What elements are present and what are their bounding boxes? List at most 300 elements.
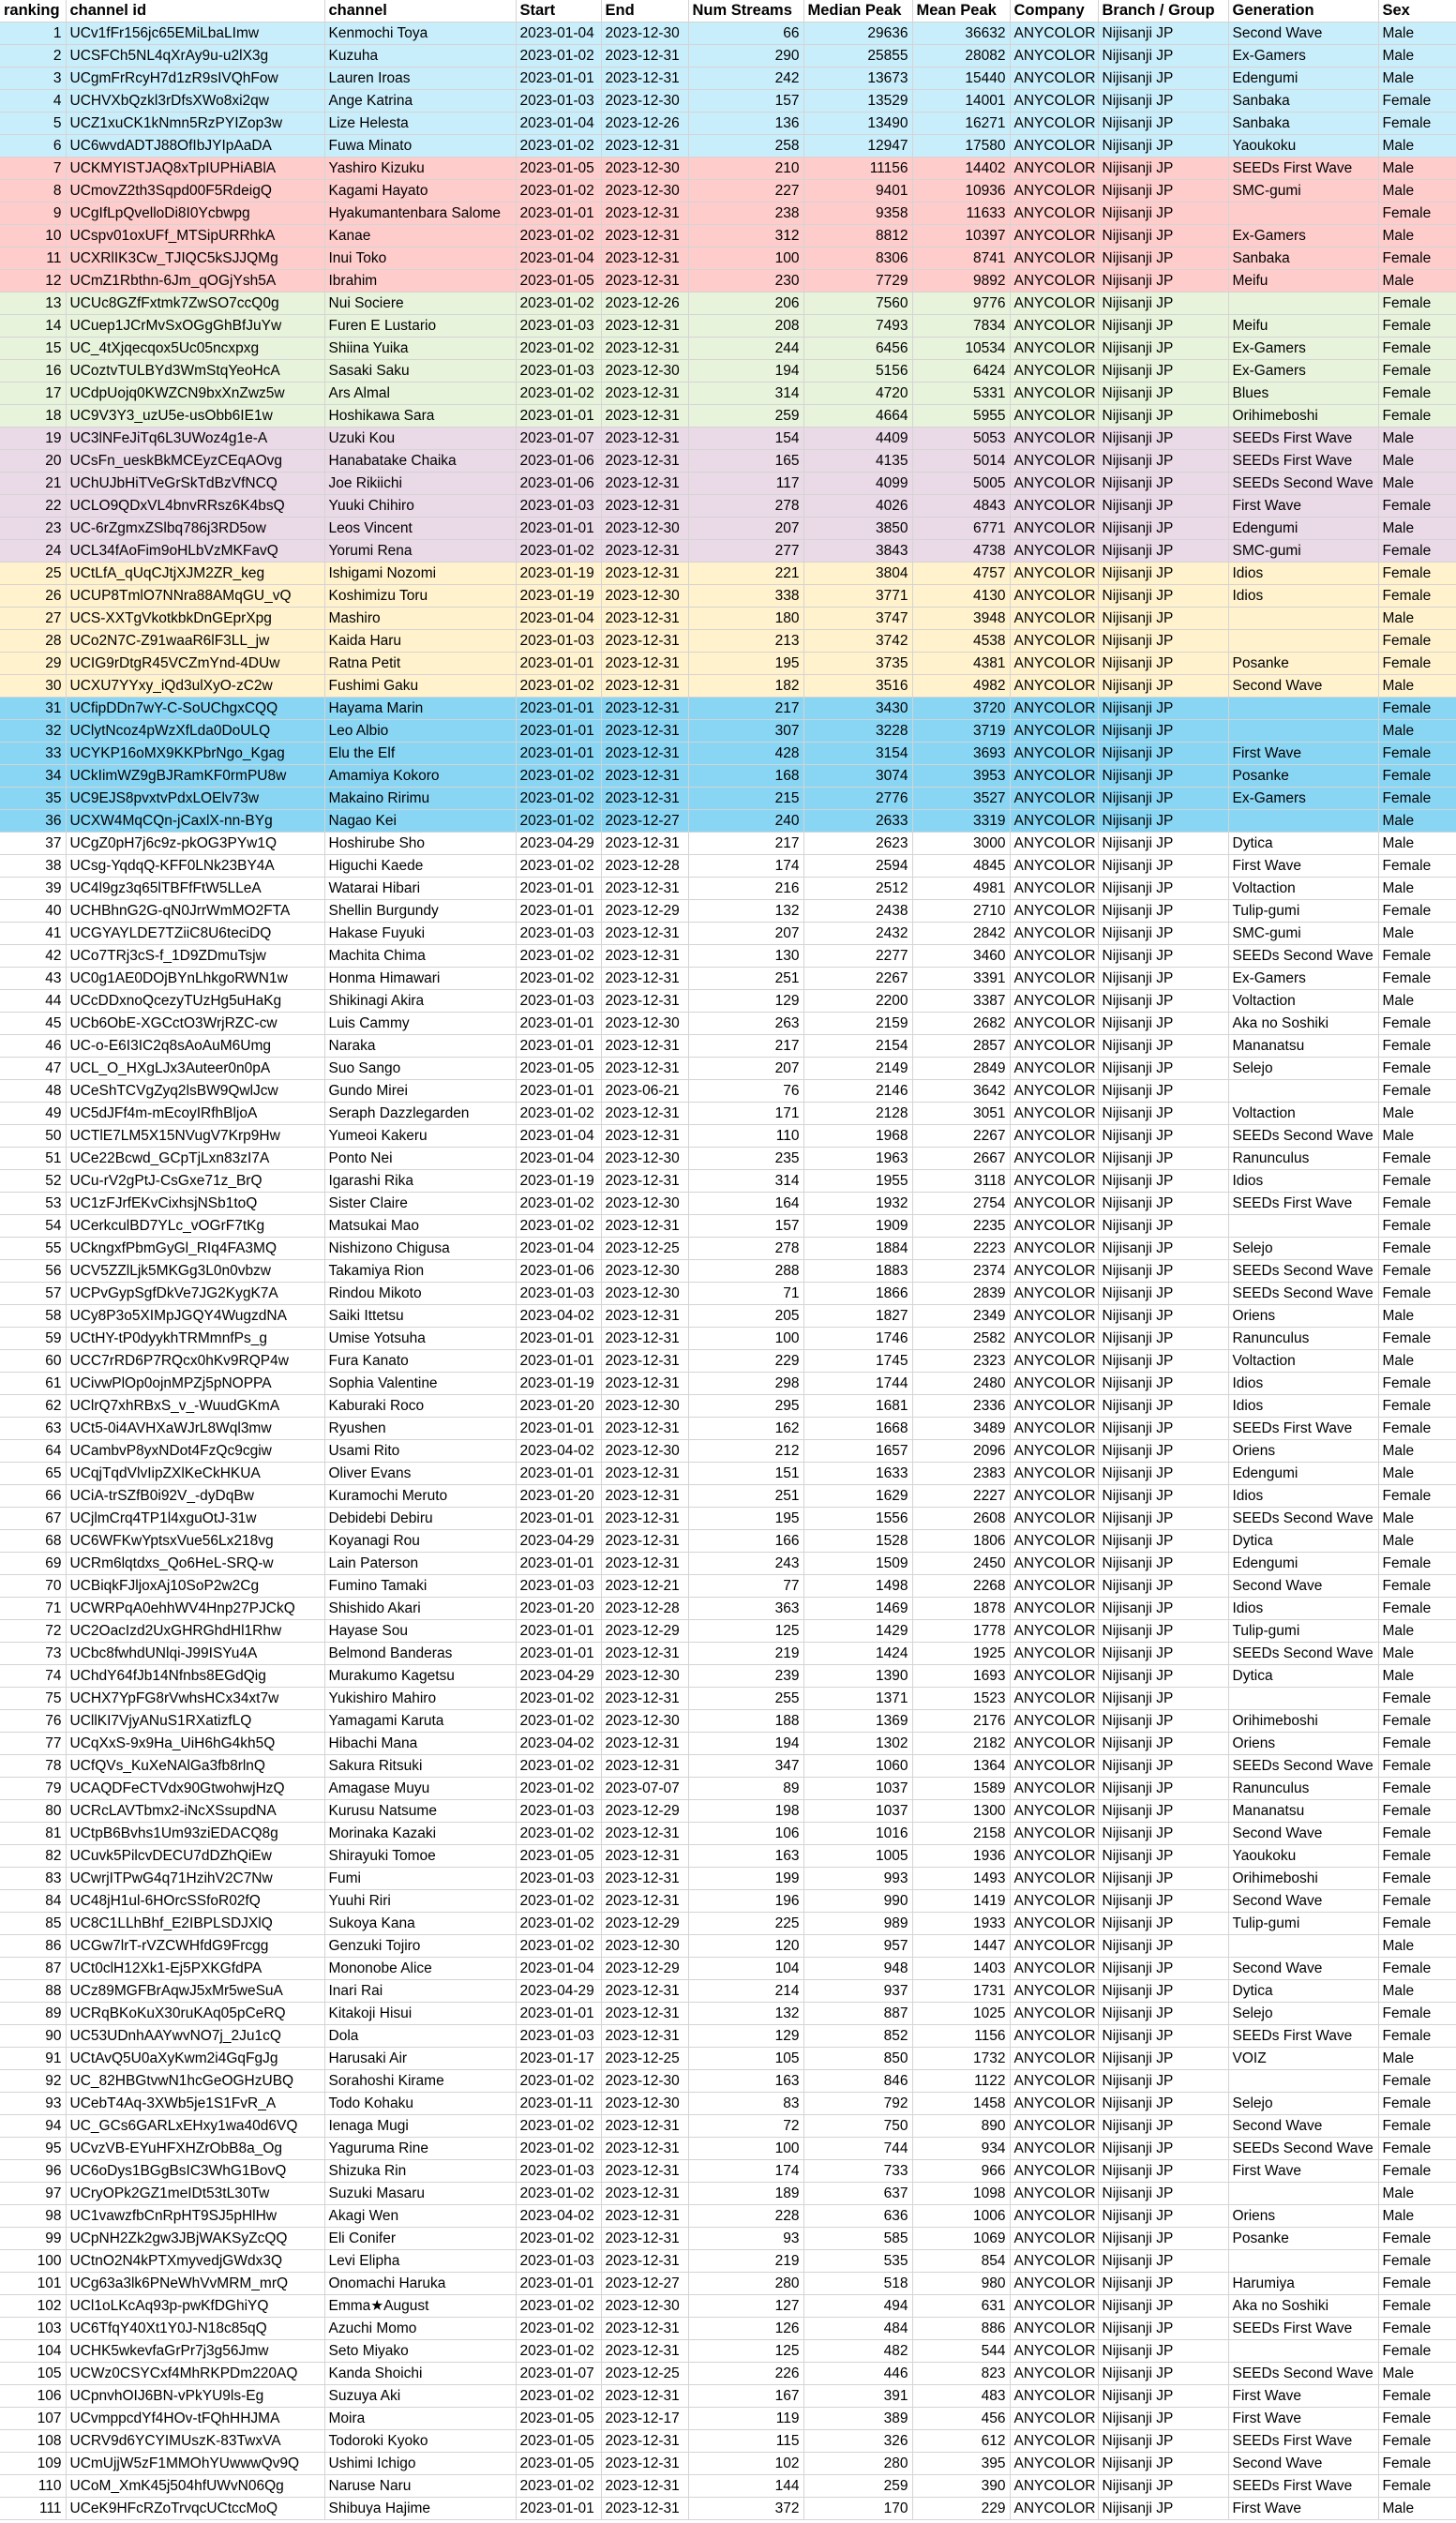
table-cell[interactable]: Male [1378,1305,1456,1328]
table-cell[interactable]: 2023-01-04 [516,1958,601,1980]
table-cell[interactable]: 95 [0,2138,66,2160]
table-cell[interactable]: UCtAvQ5U0aXyKwm2i4GqFgJg [66,2048,324,2070]
table-cell[interactable]: ANYCOLOR [1010,293,1098,315]
table-cell[interactable]: 216 [688,878,803,900]
table-cell[interactable]: ANYCOLOR [1010,113,1098,135]
table-cell[interactable]: UCo7TRj3cS-f_1D9ZDmuTsjw [66,945,324,968]
table-row[interactable] [0,1035,1456,1058]
table-cell[interactable]: 1369 [803,1710,912,1733]
table-cell[interactable]: 51 [0,1148,66,1170]
table-cell[interactable]: 2023-12-31 [601,1328,688,1350]
table-cell[interactable]: Nijisanji JP [1098,698,1228,720]
table-cell[interactable]: 846 [803,2070,912,2093]
table-row[interactable] [0,675,1456,698]
table-row[interactable] [0,1800,1456,1823]
table-cell[interactable]: 4843 [912,495,1010,518]
table-cell[interactable]: 2023-12-31 [601,428,688,450]
table-cell[interactable]: Meifu [1228,315,1378,338]
table-cell[interactable]: Takamiya Rion [324,1260,516,1283]
table-cell[interactable]: 80 [0,1800,66,1823]
table-cell[interactable]: ANYCOLOR [1010,270,1098,293]
table-row[interactable] [0,900,1456,923]
table-cell[interactable]: 1424 [803,1643,912,1665]
table-row[interactable] [0,1508,1456,1530]
table-cell[interactable]: Female [1378,2318,1456,2340]
table-cell[interactable]: 100 [688,2138,803,2160]
table-cell[interactable]: UCL34fAoFim9oHLbVzMKFavQ [66,540,324,563]
table-cell[interactable]: Nijisanji JP [1098,833,1228,855]
table-cell[interactable]: Female [1378,293,1456,315]
table-cell[interactable]: Ranunculus [1228,1778,1378,1800]
table-cell[interactable]: 2096 [912,1440,1010,1463]
table-cell[interactable]: 2023-01-02 [516,675,601,698]
table-row[interactable] [0,1418,1456,1440]
table-cell[interactable]: ANYCOLOR [1010,2160,1098,2183]
table-cell[interactable]: 212 [688,1440,803,1463]
table-cell[interactable]: UC_82HBGtvwN1hcGeOGHzUBQ [66,2070,324,2093]
table-cell[interactable]: ANYCOLOR [1010,2475,1098,2498]
table-cell[interactable]: Shibuya Hajime [324,2498,516,2520]
table-cell[interactable]: UCBiqkFJljoxAj10SoP2w2Cg [66,1575,324,1598]
table-cell[interactable]: Nijisanji JP [1098,540,1228,563]
table-cell[interactable]: Fura Kanato [324,1350,516,1373]
table-cell[interactable]: 1629 [803,1485,912,1508]
table-cell[interactable]: 2023-01-11 [516,2093,601,2115]
table-cell[interactable]: 3489 [912,1418,1010,1440]
table-cell[interactable]: 2268 [912,1575,1010,1598]
table-cell[interactable]: ANYCOLOR [1010,1395,1098,1418]
table-cell[interactable]: 2223 [912,1238,1010,1260]
table-cell[interactable]: 2023-04-29 [516,833,601,855]
table-cell[interactable]: 12947 [803,135,912,158]
table-cell[interactable]: 2023-12-31 [601,2025,688,2048]
table-cell[interactable]: Selejo [1228,2003,1378,2025]
table-cell[interactable]: 2023-01-01 [516,1080,601,1103]
table-cell[interactable]: Nijisanji JP [1098,1530,1228,1553]
table-cell[interactable]: Igarashi Rika [324,1170,516,1193]
table-cell[interactable]: Inui Toko [324,248,516,270]
table-cell[interactable]: 1884 [803,1238,912,1260]
table-row[interactable] [0,630,1456,653]
table-cell[interactable]: Kaida Haru [324,630,516,653]
table-cell[interactable]: UCuvk5PilcvDECU7dDZhQiEw [66,1845,324,1868]
table-cell[interactable]: 205 [688,1305,803,1328]
table-cell[interactable]: 2023-01-01 [516,743,601,765]
table-cell[interactable]: SEEDs Second Wave [1228,2363,1378,2385]
table-cell[interactable]: 2154 [803,1035,912,1058]
table-cell[interactable]: ANYCOLOR [1010,1823,1098,1845]
table-cell[interactable]: Suzuya Aki [324,2385,516,2408]
table-cell[interactable]: ANYCOLOR [1010,630,1098,653]
table-cell[interactable]: 3228 [803,720,912,743]
table-cell[interactable]: 4026 [803,495,912,518]
table-cell[interactable]: 1469 [803,1598,912,1620]
table-cell[interactable]: Meifu [1228,270,1378,293]
table-cell[interactable]: 2023-12-30 [601,2295,688,2318]
table-cell[interactable]: Yaoukoku [1228,1845,1378,1868]
table-cell[interactable]: Nijisanji JP [1098,1463,1228,1485]
table-row[interactable] [0,720,1456,743]
table-cell[interactable]: 2023-12-30 [601,1665,688,1688]
table-cell[interactable]: UCUc8GZfFxtmk7ZwSO7ccQ0g [66,293,324,315]
table-cell[interactable]: ANYCOLOR [1010,1508,1098,1530]
table-cell[interactable]: 14001 [912,90,1010,113]
table-cell[interactable]: ANYCOLOR [1010,765,1098,788]
table-cell[interactable]: Nijisanji JP [1098,563,1228,585]
table-cell[interactable]: 2023-04-29 [516,1530,601,1553]
table-row[interactable] [0,743,1456,765]
table-cell[interactable]: 1693 [912,1665,1010,1688]
table-cell[interactable]: Todo Kohaku [324,2093,516,2115]
table-cell[interactable]: 347 [688,1755,803,1778]
table-cell[interactable] [1228,2250,1378,2273]
table-cell[interactable]: 2023-12-31 [601,2453,688,2475]
table-cell[interactable]: 242 [688,68,803,90]
table-cell[interactable]: Ratna Petit [324,653,516,675]
table-cell[interactable]: Nijisanji JP [1098,765,1228,788]
table-cell[interactable]: 2023-12-31 [601,968,688,990]
table-cell[interactable]: ANYCOLOR [1010,45,1098,68]
table-cell[interactable]: 2023-01-04 [516,1238,601,1260]
table-cell[interactable]: 217 [688,1035,803,1058]
table-cell[interactable]: UCGw7lrT-rVZCWHfdG9Frcgg [66,1935,324,1958]
table-cell[interactable]: 2023-12-31 [601,608,688,630]
table-cell[interactable]: 109 [0,2453,66,2475]
table-cell[interactable]: Shizuka Rin [324,2160,516,2183]
table-cell[interactable]: UCXU7YYxy_iQd3ulXyO-zC2w [66,675,324,698]
table-cell[interactable]: 16 [0,360,66,383]
table-cell[interactable]: UCe22Bcwd_GCpTjLxn83zI7A [66,1148,324,1170]
table-cell[interactable]: 11 [0,248,66,270]
table-cell[interactable]: Sorahoshi Kirame [324,2070,516,2093]
table-cell[interactable]: First Wave [1228,2160,1378,2183]
table-cell[interactable]: 238 [688,203,803,225]
table-cell[interactable]: Female [1378,495,1456,518]
table-cell[interactable]: 2023-12-31 [601,203,688,225]
table-cell[interactable]: 1633 [803,1463,912,1485]
table-row[interactable] [0,315,1456,338]
table-cell[interactable]: Nagao Kei [324,810,516,833]
table-cell[interactable]: 199 [688,1868,803,1890]
table-cell[interactable]: First Wave [1228,2408,1378,2430]
table-cell[interactable]: 391 [803,2385,912,2408]
table-cell[interactable]: Kanae [324,225,516,248]
table-cell[interactable]: ANYCOLOR [1010,1125,1098,1148]
table-cell[interactable]: Female [1378,315,1456,338]
table-cell[interactable]: 34 [0,765,66,788]
table-row[interactable] [0,1193,1456,1215]
table-cell[interactable]: Leo Albio [324,720,516,743]
table-cell[interactable]: Nijisanji JP [1098,1193,1228,1215]
table-cell[interactable]: 73 [0,1643,66,1665]
table-cell[interactable]: 2023-12-31 [601,563,688,585]
table-cell[interactable]: Male [1378,158,1456,180]
table-cell[interactable]: Female [1378,1013,1456,1035]
table-cell[interactable]: Machita Chima [324,945,516,968]
table-cell[interactable]: 2023-12-28 [601,1598,688,1620]
table-cell[interactable]: 157 [688,1215,803,1238]
table-cell[interactable]: 2023-07-07 [601,1778,688,1800]
table-cell[interactable]: Makaino Ririmu [324,788,516,810]
table-cell[interactable]: ANYCOLOR [1010,1260,1098,1283]
table-cell[interactable]: UCS-XXTgVkotkbkDnGEprXpg [66,608,324,630]
table-cell[interactable]: Second Wave [1228,1575,1378,1598]
table-cell[interactable]: 2023-01-02 [516,540,601,563]
table-cell[interactable]: 1866 [803,1283,912,1305]
table-cell[interactable]: 2023-01-02 [516,293,601,315]
table-cell[interactable]: 69 [0,1553,66,1575]
table-row[interactable] [0,1688,1456,1710]
table-cell[interactable]: Male [1378,2183,1456,2205]
table-cell[interactable]: 1493 [912,1868,1010,1890]
table-cell[interactable]: 2023-12-31 [601,1485,688,1508]
table-cell[interactable]: 35 [0,788,66,810]
table-cell[interactable]: 2023-01-04 [516,1125,601,1148]
table-cell[interactable]: 2023-01-02 [516,1935,601,1958]
table-cell[interactable]: Female [1378,1575,1456,1598]
table-row[interactable] [0,2070,1456,2093]
table-cell[interactable]: Lain Paterson [324,1553,516,1575]
table-cell[interactable]: 2023-12-31 [601,1553,688,1575]
table-cell[interactable]: 93 [688,2228,803,2250]
table-row[interactable] [0,113,1456,135]
table-cell[interactable]: Nijisanji JP [1098,1710,1228,1733]
table-cell[interactable] [1228,1215,1378,1238]
table-cell[interactable]: 2323 [912,1350,1010,1373]
table-cell[interactable]: 29 [0,653,66,675]
table-cell[interactable]: 2023-12-31 [601,630,688,653]
table-cell[interactable]: UCHX7YpFG8rVwhsHCx34xt7w [66,1688,324,1710]
table-cell[interactable]: 2023-01-01 [516,2003,601,2025]
table-cell[interactable]: Female [1378,900,1456,923]
column-header[interactable]: channel id [66,0,324,23]
table-cell[interactable]: 2023-12-31 [601,405,688,428]
table-cell[interactable]: 1122 [912,2070,1010,2093]
table-cell[interactable]: Nijisanji JP [1098,945,1228,968]
table-cell[interactable]: Sanbaka [1228,113,1378,135]
table-cell[interactable]: Kitakoji Hisui [324,2003,516,2025]
table-cell[interactable]: UCgmFrRcyH7d1zR9sIVQhFow [66,68,324,90]
table-cell[interactable]: 157 [688,90,803,113]
table-cell[interactable]: 13529 [803,90,912,113]
table-cell[interactable]: 168 [688,765,803,788]
table-cell[interactable]: 585 [803,2228,912,2250]
table-cell[interactable]: 2023-01-02 [516,2475,601,2498]
table-cell[interactable]: 852 [803,2025,912,2048]
table-cell[interactable]: Nijisanji JP [1098,2115,1228,2138]
table-cell[interactable]: 1498 [803,1575,912,1598]
table-cell[interactable]: 2023-12-25 [601,2048,688,2070]
table-cell[interactable]: 2227 [912,1485,1010,1508]
table-cell[interactable]: 2023-12-31 [601,2205,688,2228]
table-cell[interactable]: First Wave [1228,2498,1378,2520]
table-cell[interactable]: UCt5-0i4AVHXaWJrL8Wql3mw [66,1418,324,1440]
table-cell[interactable]: 2023-01-03 [516,630,601,653]
table-cell[interactable]: Nijisanji JP [1098,1755,1228,1778]
table-cell[interactable]: ANYCOLOR [1010,1328,1098,1350]
table-cell[interactable]: 4381 [912,653,1010,675]
table-cell[interactable]: Female [1378,2453,1456,2475]
table-cell[interactable]: ANYCOLOR [1010,2025,1098,2048]
table-cell[interactable]: 2023-04-02 [516,1440,601,1463]
table-cell[interactable]: Voltaction [1228,990,1378,1013]
table-cell[interactable]: 2159 [803,1013,912,1035]
table-cell[interactable]: Hibachi Mana [324,1733,516,1755]
table-cell[interactable]: Luis Cammy [324,1013,516,1035]
table-row[interactable] [0,1935,1456,1958]
table-cell[interactable]: Male [1378,608,1456,630]
table-cell[interactable]: UCo2N7C-Z91waaR6lF3LL_jw [66,630,324,653]
table-cell[interactable]: 948 [803,1958,912,1980]
table-cell[interactable]: 2023-12-30 [601,1193,688,1215]
table-cell[interactable]: Male [1378,720,1456,743]
table-cell[interactable]: 2 [0,45,66,68]
table-cell[interactable]: Idios [1228,1395,1378,1418]
table-cell[interactable]: 2023-01-02 [516,1710,601,1733]
table-cell[interactable]: 17580 [912,135,1010,158]
table-cell[interactable]: Nijisanji JP [1098,1935,1228,1958]
table-cell[interactable]: 189 [688,2183,803,2205]
table-cell[interactable]: Nijisanji JP [1098,1013,1228,1035]
table-cell[interactable]: 2023-12-31 [601,923,688,945]
table-cell[interactable]: 85 [0,1913,66,1935]
table-cell[interactable]: 2023-01-06 [516,473,601,495]
table-cell[interactable]: 230 [688,270,803,293]
table-cell[interactable]: 2023-01-03 [516,1868,601,1890]
table-cell[interactable]: Shellin Burgundy [324,900,516,923]
table-cell[interactable]: ANYCOLOR [1010,383,1098,405]
table-cell[interactable]: 171 [688,1103,803,1125]
table-cell[interactable]: UCtLfA_qUqCJtjXJM2ZR_keg [66,563,324,585]
table-cell[interactable]: UC53UDnhAAYwvNO7j_2Ju1cQ [66,2025,324,2048]
table-cell[interactable]: Yumeoi Kakeru [324,1125,516,1148]
table-cell[interactable]: 68 [0,1530,66,1553]
table-cell[interactable]: 2023-01-02 [516,1913,601,1935]
table-cell[interactable]: Nijisanji JP [1098,405,1228,428]
table-cell[interactable]: 2158 [912,1823,1010,1845]
table-cell[interactable]: Hoshikawa Sara [324,405,516,428]
table-cell[interactable]: 314 [688,383,803,405]
table-cell[interactable]: 63 [0,1418,66,1440]
table-cell[interactable]: 2023-04-02 [516,1305,601,1328]
table-cell[interactable]: Belmond Banderas [324,1643,516,1665]
table-cell[interactable]: 1447 [912,1935,1010,1958]
column-header[interactable]: End [601,0,688,23]
table-cell[interactable]: 2023-12-31 [601,1823,688,1845]
table-cell[interactable]: Nijisanji JP [1098,1868,1228,1890]
table-cell[interactable]: UClytNcoz4pWzXfLda0DoULQ [66,720,324,743]
table-cell[interactable]: Koshimizu Toru [324,585,516,608]
table-row[interactable] [0,2003,1456,2025]
table-row[interactable] [0,293,1456,315]
table-cell[interactable]: 937 [803,1980,912,2003]
table-cell[interactable]: 2633 [803,810,912,833]
table-cell[interactable]: Emma★August [324,2295,516,2318]
table-cell[interactable]: Nijisanji JP [1098,315,1228,338]
table-cell[interactable]: 4720 [803,383,912,405]
table-cell[interactable]: 2023-12-31 [601,383,688,405]
table-cell[interactable]: 2023-12-31 [601,45,688,68]
table-cell[interactable]: Ange Katrina [324,90,516,113]
table-cell[interactable]: 72 [688,2115,803,2138]
table-cell[interactable]: 2023-12-31 [601,765,688,788]
table-cell[interactable]: Azuchi Momo [324,2318,516,2340]
table-cell[interactable]: 2023-12-31 [601,2183,688,2205]
table-cell[interactable]: 277 [688,540,803,563]
table-cell[interactable]: 81 [0,1823,66,1845]
table-cell[interactable]: UCebT4Aq-3XWb5je1S1FvR_A [66,2093,324,2115]
table-cell[interactable]: 544 [912,2340,1010,2363]
table-cell[interactable]: Harumiya [1228,2273,1378,2295]
table-cell[interactable]: ANYCOLOR [1010,810,1098,833]
table-cell[interactable]: 2023-12-31 [601,1170,688,1193]
table-cell[interactable]: 2608 [912,1508,1010,1530]
table-row[interactable] [0,1980,1456,2003]
table-cell[interactable]: 3516 [803,675,912,698]
table-cell[interactable]: UCambvP8yxNDot4FzQc9cgiw [66,1440,324,1463]
table-cell[interactable]: 207 [688,923,803,945]
table-cell[interactable]: 2023-12-30 [601,1148,688,1170]
table-cell[interactable]: 4738 [912,540,1010,563]
table-cell[interactable]: Hyakumantenbara Salome [324,203,516,225]
table-cell[interactable]: 103 [0,2318,66,2340]
table-cell[interactable]: 2023-12-31 [601,1530,688,1553]
table-cell[interactable]: 8812 [803,225,912,248]
table-cell[interactable]: Nijisanji JP [1098,180,1228,203]
table-cell[interactable]: 76 [0,1710,66,1733]
table-cell[interactable]: 1925 [912,1643,1010,1665]
table-cell[interactable]: 1390 [803,1665,912,1688]
table-cell[interactable]: 2023-12-31 [601,1508,688,1530]
table-cell[interactable]: Higuchi Kaede [324,855,516,878]
table-cell[interactable]: SEEDs First Wave [1228,2430,1378,2453]
table-cell[interactable]: 5331 [912,383,1010,405]
table-cell[interactable]: 3319 [912,810,1010,833]
table-cell[interactable]: Ex-Gamers [1228,225,1378,248]
table-cell[interactable]: 2023-01-03 [516,2160,601,2183]
table-cell[interactable]: 3843 [803,540,912,563]
table-cell[interactable]: 2432 [803,923,912,945]
table-cell[interactable]: 395 [912,2453,1010,2475]
table-cell[interactable]: ANYCOLOR [1010,900,1098,923]
table-cell[interactable]: UCb6ObE-XGCctO3WrjRZC-cw [66,1013,324,1035]
table-cell[interactable]: 100 [0,2250,66,2273]
table-cell[interactable]: 3948 [912,608,1010,630]
table-cell[interactable]: 314 [688,1170,803,1193]
table-row[interactable] [0,2093,1456,2115]
table-cell[interactable]: 2023-01-06 [516,450,601,473]
table-cell[interactable]: 219 [688,2250,803,2273]
table-cell[interactable]: 89 [688,1778,803,1800]
table-row[interactable] [0,180,1456,203]
table-cell[interactable]: 6 [0,135,66,158]
table-cell[interactable]: 119 [688,2408,803,2430]
table-cell[interactable]: 111 [0,2498,66,2520]
table-cell[interactable]: Oriens [1228,2205,1378,2228]
table-cell[interactable]: Mananatsu [1228,1800,1378,1823]
table-cell[interactable] [1228,810,1378,833]
table-cell[interactable]: 144 [688,2475,803,2498]
table-cell[interactable]: 2023-01-02 [516,2070,601,2093]
table-cell[interactable]: Female [1378,1170,1456,1193]
table-cell[interactable]: 2023-01-06 [516,1260,601,1283]
table-cell[interactable]: Male [1378,2205,1456,2228]
table-row[interactable] [0,68,1456,90]
table-cell[interactable]: 2277 [803,945,912,968]
table-cell[interactable]: ANYCOLOR [1010,1688,1098,1710]
table-cell[interactable]: 82 [0,1845,66,1868]
table-cell[interactable]: 13673 [803,68,912,90]
